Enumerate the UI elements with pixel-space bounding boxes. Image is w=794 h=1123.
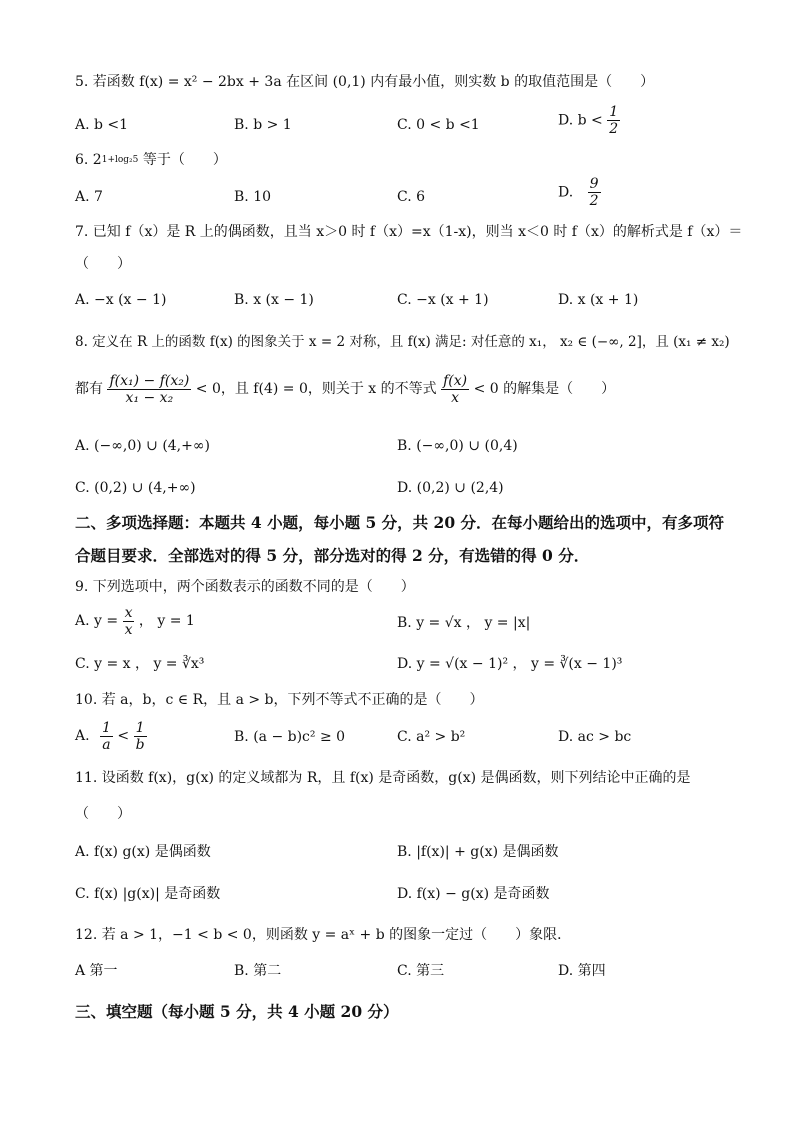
q8-diff-quotient-den: x₁ − x₂ — [125, 389, 174, 406]
q9-option-c: C. y = x ， y = ∛x³ — [75, 656, 205, 672]
q5-option-d-fraction — [607, 104, 620, 137]
q8-inequality-num: f(x) — [443, 372, 468, 389]
q10-option-a-lt: < — [117, 728, 130, 744]
q6-stem-base: 6. 2 — [75, 152, 102, 168]
q8-inequality-den: x — [451, 389, 460, 406]
q8-option-a: A. (−∞,0) ∪ (4,+∞) — [75, 438, 210, 454]
q6-option-d — [558, 176, 601, 209]
q8-option-c: C. (0,2) ∪ (4,+∞) — [75, 480, 196, 496]
q10-stem: 10. 若 a，b，c ∈ R，且 a > b，下列不等式不正确的是（ ） — [75, 692, 484, 708]
q6-stem-exponent: 1+log₂5 — [101, 155, 139, 165]
q6-option-b: B. 10 — [234, 189, 272, 205]
q8-stem-mid: < 0，且 f(4) = 0，则关于 x 的不等式 — [195, 381, 437, 397]
q8-stem-prefix: 都有 — [75, 381, 103, 397]
q8-stem-line1: 8. 定义在 R 上的函数 f(x) 的图象关于 x = 2 对称，且 f(x) 满足: 对任意的 x₁， x₂ ∈ (−∞, 2]，且 (x₁ ≠ x₂) — [75, 334, 730, 350]
q6-option-c: C. 6 — [397, 189, 426, 205]
q12-option-a: A 第一 — [75, 963, 118, 979]
q9-option-a-num: x — [124, 604, 133, 621]
q6-option-d-num: 9 — [589, 176, 599, 192]
q5-option-d-prefix: D. b < — [558, 112, 603, 129]
q11-option-d: D. f(x) − g(x) 是奇函数 — [397, 886, 550, 902]
section2-heading-line1: 二、多项选择题：本题共 4 小题，每小题 5 分，共 20 分．在每小题给出的选项中，有多项符 — [75, 513, 725, 532]
q7-option-a: A. −x (x − 1) — [75, 292, 167, 308]
q7-option-d: D. x (x + 1) — [558, 292, 639, 308]
q7-option-b: B. x (x − 1) — [234, 292, 314, 308]
q9-option-a-prefix: A. y = — [75, 613, 119, 629]
q10-option-a — [75, 718, 147, 754]
q8-option-b: B. (−∞,0) ∪ (0,4) — [397, 438, 518, 454]
q8-stem-line2 — [75, 372, 615, 406]
q6-option-d-fraction — [588, 176, 601, 209]
q10-option-a-prefix: A. — [75, 728, 90, 744]
q12-option-b: B. 第二 — [234, 963, 282, 979]
q10-option-c: C. a² > b² — [397, 729, 466, 745]
q5-stem: 5. 若函数 f(x) = x² − 2bx + 3a 在区间 (0,1) 内有最小值，则实数 b 的取值范围是（ ） — [75, 74, 655, 90]
q6-stem — [75, 150, 227, 170]
q9-option-d: D. y = √(x − 1)² ， y = ∛(x − 1)³ — [397, 656, 623, 672]
q8-option-d: D. (0,2) ∪ (2,4) — [397, 480, 504, 496]
q6-option-a: A. 7 — [75, 189, 103, 205]
q10-option-d: D. ac > bc — [558, 729, 632, 745]
q10-option-b: B. (a − b)c² ≥ 0 — [234, 729, 346, 745]
q6-option-d-prefix: D. — [558, 184, 574, 201]
q5-option-a: A. b <1 — [75, 117, 129, 133]
q6-stem-suffix: 等于（ ） — [138, 152, 227, 168]
q8-diff-quotient — [107, 373, 191, 406]
q7-stem-line2: （ ） — [75, 256, 131, 272]
q5-option-c: C. 0 < b <1 — [397, 117, 480, 133]
q10-option-a-fraction1 — [100, 720, 113, 753]
q10-option-a-num2: 1 — [134, 720, 147, 737]
q8-stem-suffix: < 0 的解集是（ ） — [473, 381, 616, 397]
q11-stem-line2: （ ） — [75, 806, 131, 822]
q11-option-a: A. f(x) g(x) 是偶函数 — [75, 844, 211, 860]
q8-diff-quotient-num: f(x₁) − f(x₂) — [109, 372, 190, 389]
q5-option-b: B. b > 1 — [234, 117, 292, 133]
q10-option-a-fraction2 — [134, 720, 147, 753]
q10-option-a-num1: 1 — [102, 719, 111, 736]
section3-heading: 三、填空题（每小题 5 分，共 4 小题 20 分） — [75, 1002, 399, 1021]
q9-option-a — [75, 604, 195, 638]
q9-stem: 9. 下列选项中，两个函数表示的函数不同的是（ ） — [75, 579, 415, 595]
q7-stem-line1: 7. 已知 f（x）是 R 上的偶函数，且当 x＞0 时 f（x）=x（1-x)，则当 x＜0 时 f（x）的解析式是 f（x）＝ — [75, 224, 743, 240]
q5-option-d-den: 2 — [609, 121, 619, 137]
q11-stem-line1: 11. 设函数 f(x)，g(x) 的定义域都为 R，且 f(x) 是奇函数，g(x) 是偶函数，则下列结论中正确的是 — [75, 770, 691, 786]
q5-option-d — [558, 104, 620, 137]
q7-option-c: C. −x (x + 1) — [397, 292, 489, 308]
q9-option-a-suffix: ， y = 1 — [138, 613, 195, 629]
q9-option-a-fraction — [123, 605, 135, 638]
q12-option-d: D. 第四 — [558, 963, 606, 979]
q11-option-b: B. |f(x)| + g(x) 是偶函数 — [397, 844, 559, 860]
q6-option-d-den: 2 — [589, 193, 599, 209]
q9-option-b: B. y = √x ， y = |x| — [397, 615, 531, 631]
q11-option-c: C. f(x) |g(x)| 是奇函数 — [75, 886, 221, 902]
q10-option-a-den2: b — [135, 736, 145, 753]
q12-option-c: C. 第三 — [397, 963, 445, 979]
section2-heading-line2: 合题目要求．全部选对的得 5 分，部分选对的得 2 分，有选错的得 0 分． — [75, 546, 590, 565]
q9-option-a-den: x — [124, 621, 133, 638]
q8-inequality-fraction — [441, 373, 469, 406]
q12-stem: 12. 若 a > 1，−1 < b < 0，则函数 y = aˣ + b 的图象一定过（ ）象限． — [75, 927, 572, 943]
q10-option-a-den1: a — [102, 736, 111, 753]
q5-option-d-num: 1 — [609, 104, 619, 120]
